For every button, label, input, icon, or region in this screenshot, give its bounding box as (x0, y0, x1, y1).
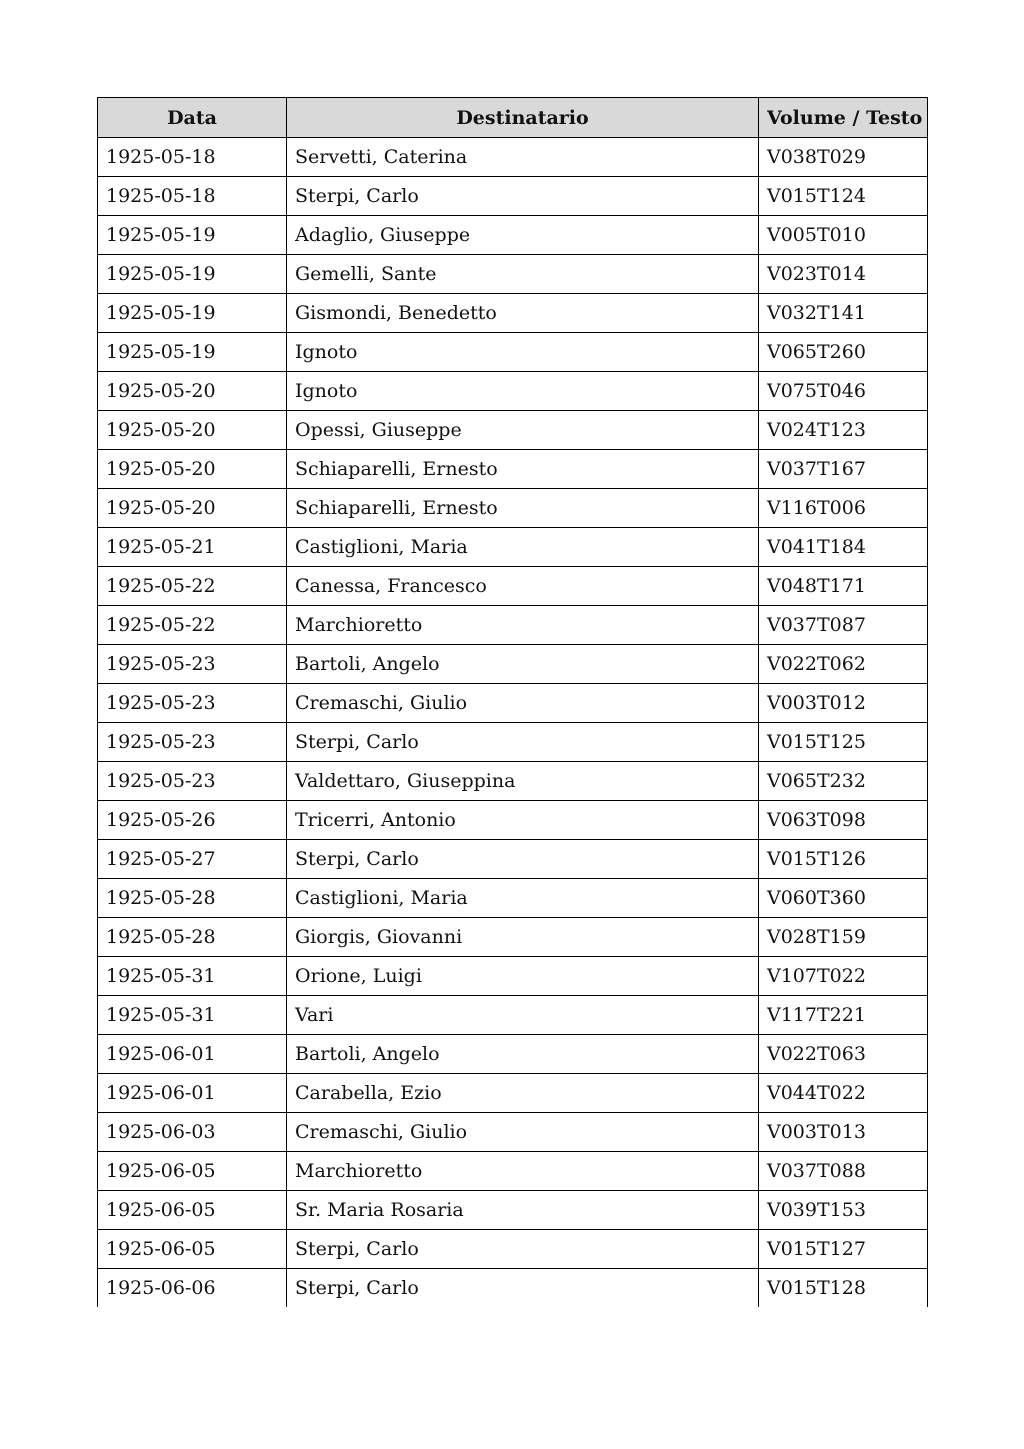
cell-volume-text: V015T127 (759, 1230, 928, 1269)
cell-recipient: Carabella, Ezio (287, 1074, 759, 1113)
cell-volume-text: V037T087 (759, 606, 928, 645)
cell-volume-text: V075T046 (759, 372, 928, 411)
cell-recipient: Sterpi, Carlo (287, 723, 759, 762)
column-header-destinatario: Destinatario (287, 98, 759, 138)
table-row (98, 1074, 928, 1113)
column-header-volume-testo: Volume / Testo (759, 98, 928, 138)
cell-recipient: Gemelli, Sante (287, 255, 759, 294)
cell-date: 1925-06-05 (98, 1191, 287, 1230)
cell-recipient: Ignoto (287, 333, 759, 372)
table-row (98, 957, 928, 996)
cell-recipient: Schiaparelli, Ernesto (287, 450, 759, 489)
table-header-row (98, 98, 928, 138)
cell-recipient: Sr. Maria Rosaria (287, 1191, 759, 1230)
cell-date: 1925-05-19 (98, 294, 287, 333)
table-row (98, 1230, 928, 1269)
cell-recipient: Servetti, Caterina (287, 138, 759, 177)
document-page (97, 97, 927, 1307)
cell-recipient: Sterpi, Carlo (287, 1230, 759, 1269)
cell-volume-text: V024T123 (759, 411, 928, 450)
cell-date: 1925-06-06 (98, 1269, 287, 1308)
cell-date: 1925-05-23 (98, 645, 287, 684)
table-row (98, 996, 928, 1035)
table-header (98, 98, 928, 138)
cell-volume-text: V015T125 (759, 723, 928, 762)
table-row (98, 411, 928, 450)
cell-recipient: Cremaschi, Giulio (287, 684, 759, 723)
cell-recipient: Sterpi, Carlo (287, 840, 759, 879)
table-row (98, 879, 928, 918)
column-header-data: Data (98, 98, 287, 138)
cell-volume-text: V107T022 (759, 957, 928, 996)
cell-recipient: Sterpi, Carlo (287, 1269, 759, 1308)
table-row (98, 1035, 928, 1074)
cell-date: 1925-05-20 (98, 411, 287, 450)
cell-date: 1925-05-31 (98, 996, 287, 1035)
table-row (98, 1191, 928, 1230)
table-row (98, 684, 928, 723)
table-body (98, 138, 928, 1308)
table-row (98, 255, 928, 294)
cell-date: 1925-05-19 (98, 216, 287, 255)
cell-date: 1925-06-05 (98, 1230, 287, 1269)
cell-volume-text: V116T006 (759, 489, 928, 528)
table-row (98, 918, 928, 957)
cell-recipient: Castiglioni, Maria (287, 528, 759, 567)
cell-volume-text: V003T013 (759, 1113, 928, 1152)
table-row (98, 606, 928, 645)
cell-recipient: Castiglioni, Maria (287, 879, 759, 918)
table-row (98, 801, 928, 840)
cell-volume-text: V015T124 (759, 177, 928, 216)
cell-volume-text: V048T171 (759, 567, 928, 606)
cell-date: 1925-05-19 (98, 255, 287, 294)
letters-table (97, 97, 928, 1307)
cell-date: 1925-05-28 (98, 879, 287, 918)
cell-volume-text: V023T014 (759, 255, 928, 294)
cell-date: 1925-05-20 (98, 489, 287, 528)
table-row (98, 1152, 928, 1191)
cell-volume-text: V041T184 (759, 528, 928, 567)
cell-volume-text: V028T159 (759, 918, 928, 957)
cell-date: 1925-05-22 (98, 606, 287, 645)
cell-recipient: Tricerri, Antonio (287, 801, 759, 840)
cell-recipient: Sterpi, Carlo (287, 177, 759, 216)
cell-date: 1925-05-26 (98, 801, 287, 840)
table-row (98, 294, 928, 333)
cell-date: 1925-05-21 (98, 528, 287, 567)
cell-volume-text: V117T221 (759, 996, 928, 1035)
cell-recipient: Cremaschi, Giulio (287, 1113, 759, 1152)
cell-volume-text: V037T167 (759, 450, 928, 489)
cell-volume-text: V015T126 (759, 840, 928, 879)
cell-volume-text: V065T232 (759, 762, 928, 801)
cell-date: 1925-05-19 (98, 333, 287, 372)
cell-date: 1925-05-23 (98, 723, 287, 762)
cell-recipient: Adaglio, Giuseppe (287, 216, 759, 255)
cell-date: 1925-06-05 (98, 1152, 287, 1191)
cell-date: 1925-05-27 (98, 840, 287, 879)
cell-recipient: Gismondi, Benedetto (287, 294, 759, 333)
table-row (98, 1113, 928, 1152)
cell-volume-text: V022T063 (759, 1035, 928, 1074)
table-row (98, 723, 928, 762)
cell-recipient: Giorgis, Giovanni (287, 918, 759, 957)
cell-volume-text: V060T360 (759, 879, 928, 918)
cell-volume-text: V038T029 (759, 138, 928, 177)
cell-date: 1925-05-23 (98, 684, 287, 723)
cell-date: 1925-06-01 (98, 1074, 287, 1113)
cell-volume-text: V063T098 (759, 801, 928, 840)
table-row (98, 450, 928, 489)
cell-date: 1925-06-03 (98, 1113, 287, 1152)
table-row (98, 645, 928, 684)
cell-recipient: Ignoto (287, 372, 759, 411)
table-row (98, 138, 928, 177)
cell-date: 1925-05-20 (98, 450, 287, 489)
table-row (98, 372, 928, 411)
cell-recipient: Canessa, Francesco (287, 567, 759, 606)
cell-date: 1925-06-01 (98, 1035, 287, 1074)
cell-date: 1925-05-18 (98, 177, 287, 216)
cell-recipient: Marchioretto (287, 1152, 759, 1191)
cell-volume-text: V044T022 (759, 1074, 928, 1113)
cell-volume-text: V065T260 (759, 333, 928, 372)
cell-volume-text: V003T012 (759, 684, 928, 723)
cell-volume-text: V032T141 (759, 294, 928, 333)
cell-date: 1925-05-28 (98, 918, 287, 957)
cell-recipient: Bartoli, Angelo (287, 1035, 759, 1074)
cell-recipient: Schiaparelli, Ernesto (287, 489, 759, 528)
table-row (98, 528, 928, 567)
cell-recipient: Vari (287, 996, 759, 1035)
table-row (98, 489, 928, 528)
table-row (98, 1269, 928, 1308)
table-row (98, 567, 928, 606)
cell-date: 1925-05-23 (98, 762, 287, 801)
cell-recipient: Marchioretto (287, 606, 759, 645)
cell-recipient: Valdettaro, Giuseppina (287, 762, 759, 801)
cell-volume-text: V037T088 (759, 1152, 928, 1191)
table-row (98, 216, 928, 255)
table-row (98, 333, 928, 372)
cell-volume-text: V039T153 (759, 1191, 928, 1230)
cell-volume-text: V005T010 (759, 216, 928, 255)
cell-recipient: Orione, Luigi (287, 957, 759, 996)
table-row (98, 840, 928, 879)
cell-recipient: Opessi, Giuseppe (287, 411, 759, 450)
cell-date: 1925-05-22 (98, 567, 287, 606)
table-row (98, 762, 928, 801)
cell-volume-text: V015T128 (759, 1269, 928, 1308)
cell-date: 1925-05-18 (98, 138, 287, 177)
table-row (98, 177, 928, 216)
cell-recipient: Bartoli, Angelo (287, 645, 759, 684)
cell-volume-text: V022T062 (759, 645, 928, 684)
cell-date: 1925-05-31 (98, 957, 287, 996)
cell-date: 1925-05-20 (98, 372, 287, 411)
